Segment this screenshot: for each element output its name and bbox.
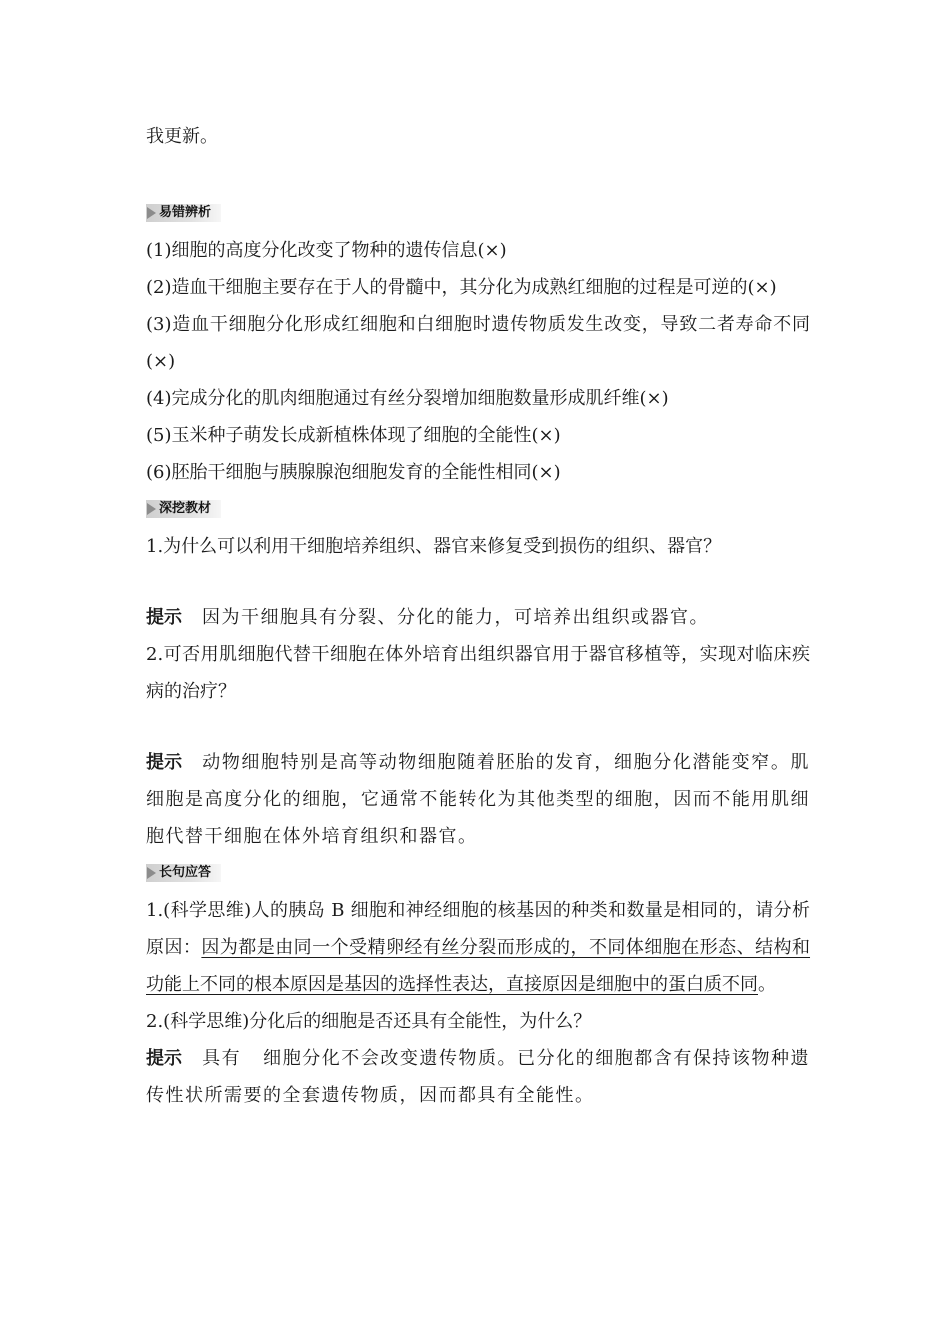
section-tag-error-analysis [146,204,221,222]
statement-item: (2)造血干细胞主要存在于人的骨髓中，其分化为成熟红细胞的过程是可逆的(×) [146,277,777,298]
hint-label: 提示 [146,1048,183,1069]
statement-item: (5)玉米种子萌发长成新植株体现了细胞的全能性(×) [146,425,561,446]
hint-short-answer: 具有 [202,1048,242,1069]
question-text: 1.(科学思维)人的胰岛 B 细胞和神经细胞的核基因的种类和数量是相同的，请分析原因： [146,900,810,958]
answer-end-mark: 。 [758,974,776,995]
hint-answer: 细胞分化不会改变遗传物质。已分化的细胞都含有保持该物种遗传性状所需要的全套遗传物质，因而都具有全能性。 [146,1048,811,1106]
triangle-marker-icon [147,503,156,515]
error-analysis-list [146,232,810,491]
hint-1 [146,599,810,636]
statement-item: (6)胚胎干细胞与胰腺腺泡细胞发育的全能性相同(×) [146,462,561,483]
section-title: 易错辨析 [159,205,212,220]
question-2: 2.可否用肌细胞代替干细胞在体外培育出组织器官用于器官移植等，实现对临床疾病的治疗？ [146,644,810,702]
long-question-2: 2.(科学思维)分化后的细胞是否还具有全能性，为什么？ [146,1011,592,1032]
section-tag-textbook [146,500,221,518]
hint-label: 提示 [146,752,183,773]
document-page [146,118,810,1114]
triangle-marker-icon [147,207,156,219]
long-question-1 [146,892,810,1003]
question-1: 1.为什么可以利用干细胞培养组织、器官来修复受到损伤的组织、器官？ [146,536,722,557]
hint-answer: 因为干细胞具有分裂、分化的能力，可培养出组织或器官。 [202,607,709,628]
hint-2 [146,744,810,855]
hint-label: 提示 [146,607,182,628]
section-title: 深挖教材 [159,501,212,516]
continued-text: 我更新。 [146,126,218,147]
statement-item: (1)细胞的高度分化改变了物种的遗传信息(×) [146,240,507,261]
statement-item: (3)造血干细胞分化形成红细胞和白细胞时遗传物质发生改变，导致二者寿命不同(×) [146,314,810,372]
hint-answer: 动物细胞特别是高等动物细胞随着胚胎的发育，细胞分化潜能变窄。肌细胞是高度分化的细胞，它通常不能转化为其他类型的细胞，因而不能用肌细胞代替干细胞在体外培育组织和器官。 [146,752,810,847]
statement-item: (4)完成分化的肌肉细胞通过有丝分裂增加细胞数量形成肌纤维(×) [146,388,669,409]
hint-3 [146,1040,810,1114]
section-title: 长句应答 [159,865,212,880]
underlined-answer: 因为都是由同一个受精卵经有丝分裂而形成的，不同体细胞在形态、结构和功能上不同的根本原因是基因的选择性表达，直接原因是细胞中的蛋白质不同 [146,937,811,995]
section-tag-long-answer [146,864,221,882]
triangle-marker-icon [147,867,156,879]
